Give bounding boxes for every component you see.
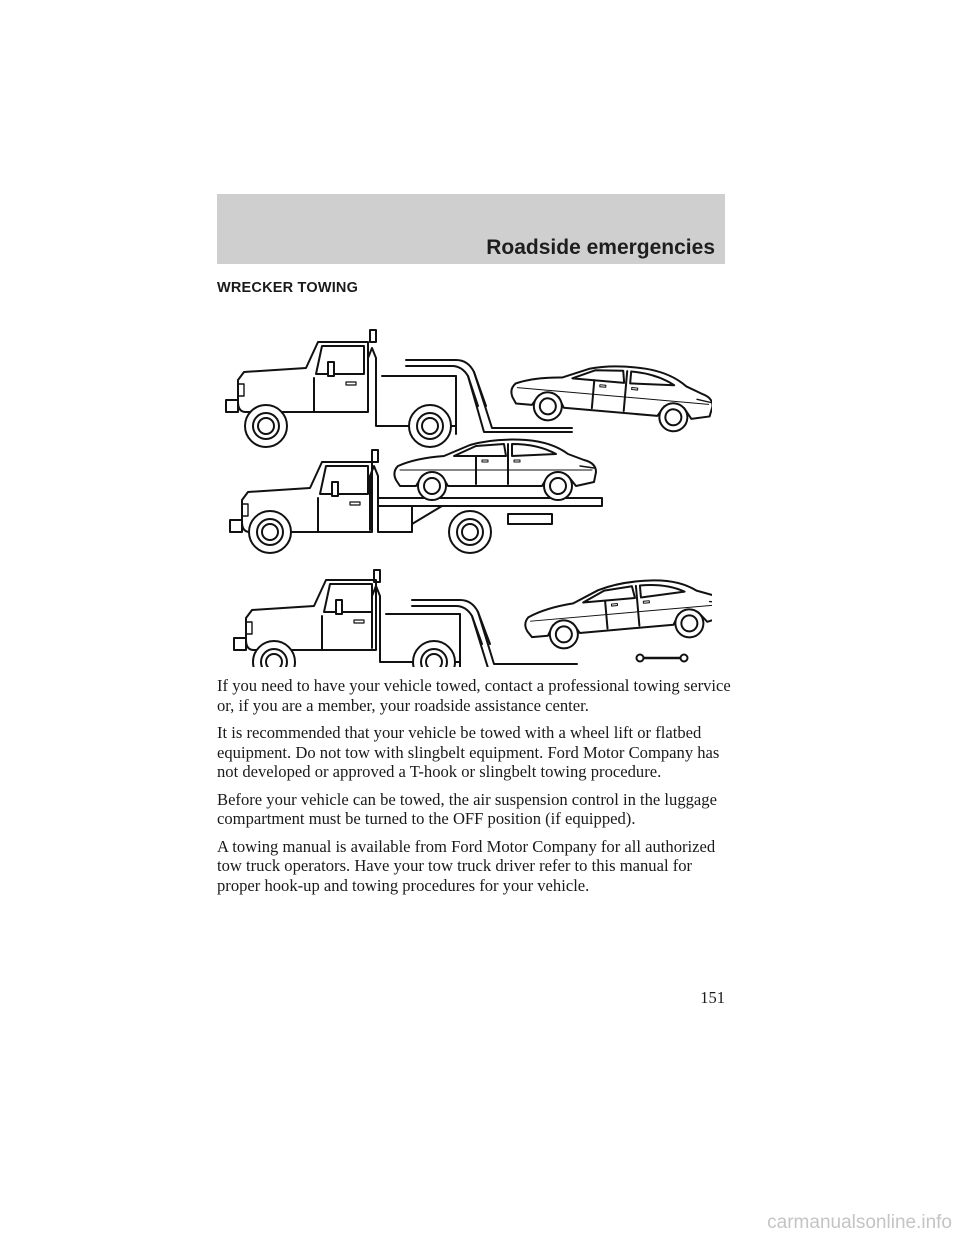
header-band bbox=[217, 194, 725, 264]
paragraph: A towing manual is available from Ford Motor Company for all authorized tow truck operators. Have your tow truck driver refer to this manual for proper hook-up and towing procedures for your vehicle. bbox=[217, 836, 716, 895]
wheel-lift-dolly-truck bbox=[234, 570, 577, 667]
paragraph: If you need to have your vehicle towed, contact a professional towing service or, if you are a member, your roadside assistance center. bbox=[217, 676, 731, 715]
paragraph: It is recommended that your vehicle be towed with a wheel lift or flatbed equipment. Do not tow with slingbelt equipment. Ford Motor Company has not developed or approved a T-hook or slingbelt towing procedure. bbox=[217, 723, 720, 781]
tow-truck-illustration bbox=[222, 322, 712, 667]
watermark: carmanualsonline.info bbox=[767, 1212, 952, 1233]
section-title: WRECKER TOWING bbox=[217, 280, 359, 296]
wheel-dolly bbox=[637, 655, 688, 662]
header-title: Roadside emergencies bbox=[486, 236, 715, 259]
paragraph: Before your vehicle can be towed, the air suspension control in the luggage compartment must be turned to the OFF position (if equipped). bbox=[217, 789, 717, 828]
body-text bbox=[217, 676, 737, 903]
page-number: 151 bbox=[700, 988, 725, 1007]
